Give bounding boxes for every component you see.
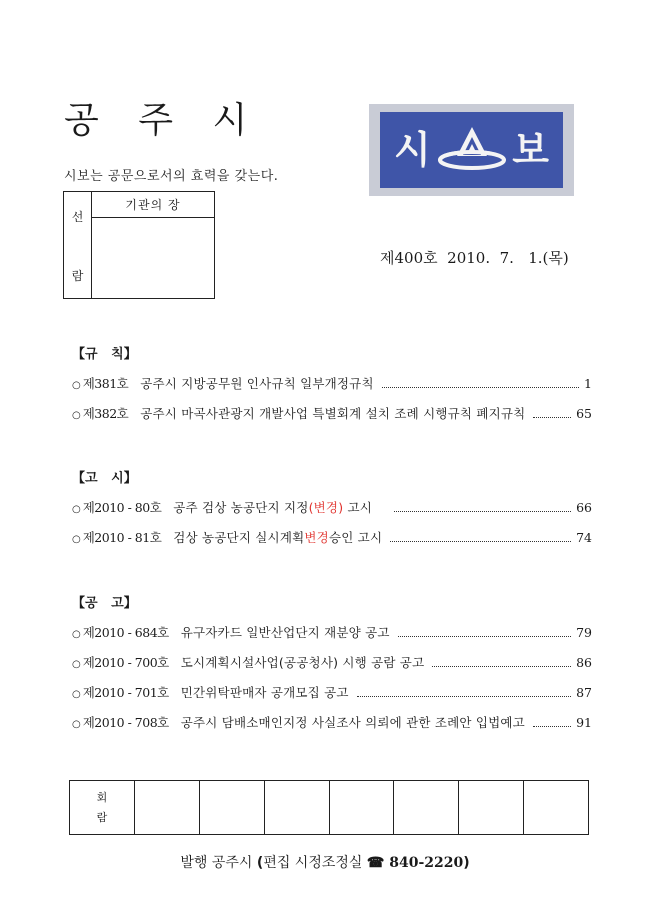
dot-leader <box>533 417 571 418</box>
toc-item[interactable] <box>72 499 592 529</box>
circulation-table <box>69 780 589 835</box>
section-rules <box>72 343 592 435</box>
highlight-text: (변경) <box>308 500 344 515</box>
dot-leader <box>398 636 571 637</box>
toc-page: 86 <box>576 655 592 670</box>
toc-title: 공주시 마곡사관광지 개발사업 특별회계 설치 조례 시행규칙 폐지규칙 <box>140 406 526 421</box>
circulation-cell <box>134 781 199 835</box>
toc-number: 제2010 - 700호 <box>82 655 169 670</box>
toc-page: 74 <box>576 530 592 545</box>
circulation-cell <box>329 781 394 835</box>
circulation-label: 회 람 <box>70 781 135 835</box>
toc-title: 도시계획시설사업(공공청사) 시행 공람 공고 <box>180 655 425 670</box>
toc-number: 제381호 <box>82 376 129 391</box>
highlight-text: 변경 <box>304 530 329 545</box>
toc-page: 1 <box>584 376 592 391</box>
section-announcements <box>72 592 592 744</box>
bullet-icon: ○ <box>72 689 81 700</box>
toc-number: 제2010 - 684호 <box>82 625 169 640</box>
toc-title: 민간위탁판매자 공개모집 공고 <box>180 685 349 700</box>
toc-item[interactable] <box>72 405 592 435</box>
review-box-main <box>92 192 214 298</box>
dot-leader <box>357 696 571 697</box>
section-notices <box>72 467 592 559</box>
review-box <box>63 191 215 299</box>
review-side-top: 선 <box>71 210 84 224</box>
subtitle: 시보는 공문으로서의 효력을 갖는다. <box>64 169 279 184</box>
review-box-signature-area <box>92 218 214 298</box>
toc-page: 87 <box>576 685 592 700</box>
dot-leader <box>382 387 579 388</box>
circulation-cell <box>264 781 329 835</box>
dot-leader <box>432 666 571 667</box>
phone-icon: ☎ <box>366 855 385 871</box>
toc-page: 91 <box>576 715 592 730</box>
publisher-footer: 발행 공주시 (편집 시정조정실 ☎ 840-2220) <box>180 855 470 871</box>
bullet-icon: ○ <box>72 629 81 640</box>
toc-title: 공주 검상 농공단지 지정(변경) 고시 <box>173 500 373 515</box>
publisher: 발행 공주시 <box>180 855 257 871</box>
toc-item[interactable] <box>72 624 592 654</box>
toc-number: 제2010 - 701호 <box>82 685 169 700</box>
gazette-logo-inner <box>380 112 563 188</box>
logo-char-right: 보 <box>512 128 549 172</box>
toc-item[interactable] <box>72 654 592 684</box>
toc-number: 제2010 - 708호 <box>82 715 169 730</box>
toc-title: 유구자카드 일반산업단지 재분양 공고 <box>180 625 390 640</box>
section-heading: 【공 고】 <box>72 596 137 611</box>
circulation-cell <box>199 781 264 835</box>
review-box-side <box>64 192 92 298</box>
page-title: 공 주 시 <box>64 100 262 141</box>
circulation-cell <box>524 781 589 835</box>
bullet-icon: ○ <box>72 504 81 515</box>
section-heading: 【규 칙】 <box>72 347 137 362</box>
bullet-icon: ○ <box>72 410 81 421</box>
toc-item[interactable] <box>72 529 592 559</box>
logo-char-left: 시 <box>394 128 431 172</box>
toc-title: 공주시 담배소매인지정 사실조사 의뢰에 관한 조례안 입법예고 <box>180 715 525 730</box>
dot-leader <box>390 541 571 542</box>
toc-number: 제2010 - 80호 <box>82 500 162 515</box>
toc-page: 66 <box>576 500 592 515</box>
circulation-cell <box>459 781 524 835</box>
dot-leader <box>533 726 571 727</box>
toc-item[interactable] <box>72 684 592 714</box>
dot-leader <box>394 511 571 512</box>
review-box-head: 기관의 장 <box>92 192 214 218</box>
bullet-icon: ○ <box>72 659 81 670</box>
gazette-logo <box>369 104 574 196</box>
toc-item[interactable] <box>72 714 592 744</box>
toc-title: 검상 농공단지 실시계획변경승인 고시 <box>173 530 383 545</box>
editor: 편집 시정조정실 <box>263 855 367 871</box>
circulation-cell <box>394 781 459 835</box>
issue-info: 제400호 2010. 7. 1.(목) <box>380 249 569 267</box>
mountain-water-emblem-icon <box>436 123 508 177</box>
toc-page: 79 <box>576 625 592 640</box>
bullet-icon: ○ <box>72 719 81 730</box>
toc-page: 65 <box>576 406 592 421</box>
bullet-icon: ○ <box>72 380 81 391</box>
toc-title: 공주시 지방공무원 인사규칙 일부개정규칙 <box>140 376 374 391</box>
section-heading: 【고 시】 <box>72 471 137 486</box>
toc-item[interactable] <box>72 375 592 405</box>
review-side-bottom: 람 <box>71 269 84 283</box>
bullet-icon: ○ <box>72 534 81 545</box>
phone-number: 840-2220 <box>384 855 464 871</box>
toc-number: 제2010 - 81호 <box>82 530 162 545</box>
toc-number: 제382호 <box>82 406 129 421</box>
